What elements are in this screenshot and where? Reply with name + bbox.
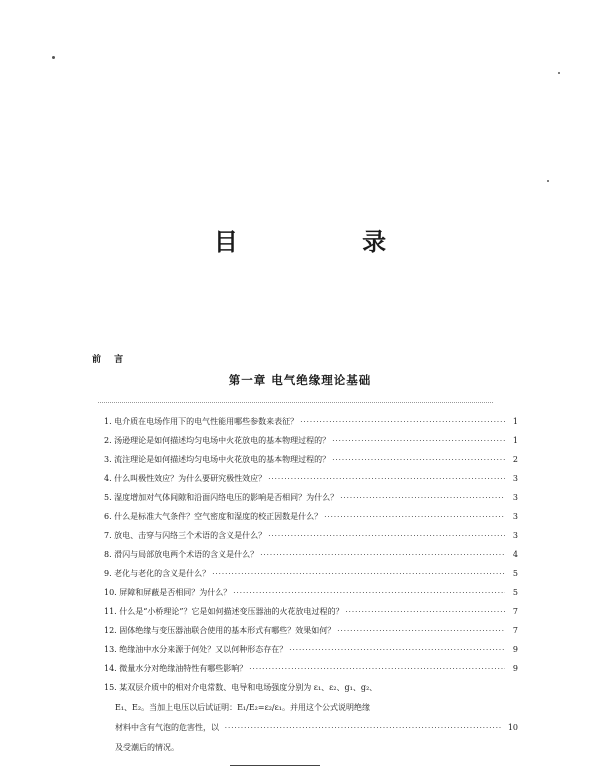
toc-entry-page: 9 (512, 664, 518, 673)
dot-leader (212, 565, 505, 584)
toc-entry[interactable] (104, 507, 518, 526)
dot-leader (324, 508, 505, 527)
page-title: 目 录 (213, 228, 445, 256)
toc-entry[interactable] (104, 602, 518, 621)
scan-speck (52, 56, 55, 59)
toc-entry-page: 3 (512, 531, 518, 540)
toc-entry-label: 9. 老化与老化的含义是什么？ (104, 569, 211, 578)
toc-entry-label: 2. 汤逊理论是如何描述均匀电场中火花放电的基本物理过程的？ (104, 436, 331, 445)
toc-entry-page: 5 (512, 569, 518, 578)
toc-entry-page: 10 (507, 723, 518, 732)
dot-leader (249, 660, 505, 679)
page-bottom-rule (230, 765, 320, 766)
toc-entry-label: 7. 放电、击穿与闪络三个术语的含义是什么？ (104, 531, 267, 540)
toc-entry[interactable] (104, 545, 518, 564)
toc-entry-label: 10. 屏障和屏蔽是否相同？为什么？ (104, 588, 232, 597)
toc-entry[interactable] (104, 431, 518, 450)
toc-entry-line: E₁、E₂。当加上电压以后试证明：E₁/E₂=ε₂/ε₁。并用这个公式说明绝缘 (115, 703, 370, 712)
dot-leader (340, 489, 505, 508)
toc-entry-page: 7 (512, 626, 518, 635)
dot-leader (260, 546, 505, 565)
toc-entry-page: 3 (512, 493, 518, 502)
toc-entry-page: 3 (512, 512, 518, 521)
toc-entry[interactable] (104, 640, 518, 659)
toc-entry[interactable] (104, 621, 518, 640)
scan-speck (558, 72, 560, 74)
toc-entry[interactable] (104, 469, 518, 488)
toc-entry-multiline[interactable] (104, 678, 518, 758)
toc-entry-page: 7 (512, 607, 518, 616)
dot-leader (268, 527, 505, 546)
toc-entry-page: 1 (512, 436, 518, 445)
dot-leader (332, 432, 505, 451)
dot-leader (233, 584, 505, 603)
toc-entry-label: 8. 滑闪与局部放电两个术语的含义是什么？ (104, 550, 259, 559)
toc-entry-page: 9 (512, 645, 518, 654)
dot-leader (289, 641, 505, 660)
dot-leader (332, 451, 505, 470)
dot-leader (337, 622, 505, 641)
toc-entry-page: 2 (512, 455, 518, 464)
toc-entry[interactable] (104, 659, 518, 678)
toc-entry-label: 6. 什么是标准大气条件？空气密度和湿度的校正因数是什么？ (104, 512, 323, 521)
toc-entry-label: 11. 什么是“小桥理论”？它是如何描述变压器油的火花放电过程的？ (104, 607, 344, 616)
toc-entry[interactable] (104, 526, 518, 545)
toc-entry[interactable] (104, 564, 518, 583)
toc-entry-page: 5 (512, 588, 518, 597)
toc-entry-label: 4. 什么叫极性效应？为什么要研究极性效应？ (104, 474, 267, 483)
dot-leader (225, 718, 501, 738)
toc-entry-last-line (104, 718, 518, 758)
toc-entry-label: 14. 微量水分对绝缘油特性有哪些影响？ (104, 664, 248, 673)
preface-label: 前 言 (92, 355, 129, 365)
scan-speck (547, 180, 549, 182)
toc-entry-page: 3 (512, 474, 518, 483)
toc-entry-label: 5. 湿度增加对气体间隙和沿面闪络电压的影响是否相同？为什么？ (104, 493, 339, 502)
chapter-heading: 第一章 电气绝缘理论基础 (228, 373, 372, 387)
table-of-contents (104, 412, 518, 758)
dot-leader (268, 470, 505, 489)
toc-entry-page: 4 (512, 550, 518, 559)
toc-entry-label: 12. 固体绝缘与变压器油联合使用的基本形式有哪些？效果如何？ (104, 626, 336, 635)
toc-entry[interactable] (104, 412, 518, 431)
toc-entry[interactable] (104, 583, 518, 602)
dot-leader (300, 413, 505, 432)
toc-entry-label: 3. 流注理论是如何描述均匀电场中火花放电的基本物理过程的？ (104, 455, 331, 464)
toc-entry[interactable] (104, 450, 518, 469)
toc-entry-label: 13. 绝缘油中水分来源于何处？又以何种形态存在？ (104, 645, 288, 654)
toc-entry-line: 15. 某双层介质中的相对介电常数、电导和电场强度分别为 ε₁、ε₂、g₁、g₂、 (104, 683, 378, 692)
chapter-divider (98, 402, 493, 403)
toc-entry-page: 1 (512, 417, 518, 426)
dot-leader (345, 603, 505, 622)
toc-entry-line: 材料中含有气泡的危害性，以及受潮后的情况。 (115, 723, 219, 752)
toc-entry-label: 1. 电介质在电场作用下的电气性能用哪些参数来表征？ (104, 417, 299, 426)
toc-entry[interactable] (104, 488, 518, 507)
